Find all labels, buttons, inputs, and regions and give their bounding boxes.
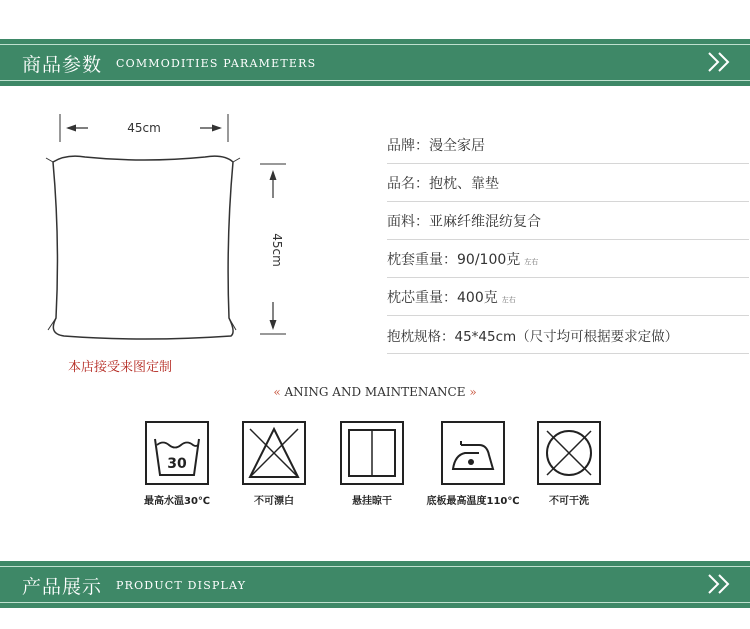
params-title-en: COMMODITIES PARAMETERS [116, 57, 317, 70]
spec-list [387, 126, 749, 354]
custom-order-note: 本店接受来图定制 [68, 360, 173, 375]
banner-rule [0, 80, 750, 81]
spec-text: 抱枕规格：45*45cm（尺寸均可根据要求定做） [387, 329, 679, 345]
spec-text: 枕套重量：90/100克 [387, 252, 521, 268]
banner-rule [0, 566, 750, 567]
care-title-text: ANING AND MAINTENANCE [284, 385, 466, 399]
spec-note: 左右 [524, 258, 539, 266]
no-dry-clean-icon [537, 421, 601, 485]
spec-text: 枕芯重量：400克 [387, 290, 498, 306]
care-item-dry-clean [509, 421, 629, 507]
spec-text: 品名：抱枕、靠垫 [387, 176, 499, 192]
wash-temp-badge: 30 [167, 456, 187, 472]
spec-row [387, 278, 749, 316]
spec-row [387, 164, 749, 202]
wash-30-icon [145, 421, 209, 485]
spec-note: 左右 [501, 296, 516, 304]
spec-row [387, 316, 749, 354]
iron-icon [441, 421, 505, 485]
pillow-size-diagram [40, 110, 300, 350]
care-label: 不可漂白 [254, 496, 294, 507]
arrow-left-icon [66, 125, 76, 132]
params-title-zh: 商品参数 [22, 54, 103, 76]
display-title-en: PRODUCT DISPLAY [116, 579, 247, 592]
display-banner [0, 561, 750, 608]
care-label: 底板最高温度110℃ [426, 496, 520, 507]
right-quote-mark: » [469, 385, 477, 399]
double-chevron-right-icon [706, 572, 732, 596]
line-dry-icon [340, 421, 404, 485]
pillow-outline [53, 156, 233, 339]
double-chevron-right-icon [706, 50, 732, 74]
care-label: 悬挂晾干 [352, 496, 392, 507]
spec-text: 面料：亚麻纤维混纺复合 [387, 214, 541, 230]
display-title-zh: 产品展示 [22, 576, 103, 598]
spec-row [387, 202, 749, 240]
care-label: 不可干洗 [549, 496, 589, 507]
spec-row [387, 240, 749, 278]
height-label: 45cm [270, 233, 284, 267]
care-title [0, 385, 750, 399]
params-banner [0, 39, 750, 86]
banner-rule [0, 602, 750, 603]
spec-row [387, 126, 749, 164]
care-label: 最高水温30℃ [143, 496, 211, 507]
no-bleach-icon [242, 421, 306, 485]
left-quote-mark: « [273, 385, 281, 399]
spec-text: 品牌：漫全家居 [387, 138, 485, 154]
arrow-right-icon [212, 125, 222, 132]
banner-rule [0, 44, 750, 45]
arrow-down-icon [270, 320, 277, 330]
arrow-up-icon [270, 170, 277, 180]
width-label: 45cm [127, 121, 161, 135]
